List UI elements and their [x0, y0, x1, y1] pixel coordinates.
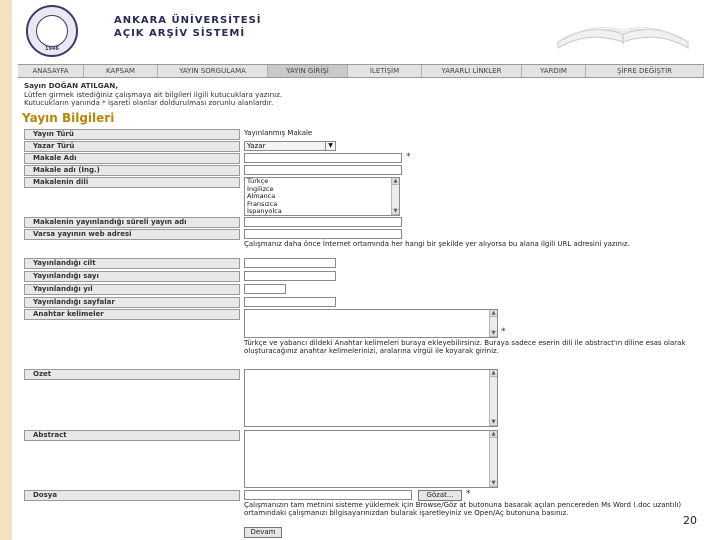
textarea-scrollbar[interactable] — [489, 310, 497, 337]
scroll-down-icon[interactable]: ▼ — [491, 419, 496, 425]
label-makale-adi: Makale Adı — [24, 153, 240, 164]
sureli-yayin-input[interactable] — [244, 217, 402, 227]
yayin-turu-value: Yayınlanmış Makale — [244, 129, 313, 137]
label-yayin-turu: Yayın Türü — [24, 129, 240, 140]
makale-adi-ing-input[interactable] — [244, 165, 402, 175]
site-title-line2: AÇIK ARŞİV SİSTEMİ — [114, 28, 246, 39]
ozet-textarea[interactable] — [244, 369, 498, 427]
label-yil: Yayınlandığı yıl — [24, 284, 240, 295]
list-item[interactable]: Almanca — [247, 192, 276, 200]
yazar-turu-selected: Yazar — [247, 142, 266, 150]
greeting: Sayın DOĞAN ATILGAN, — [24, 81, 118, 90]
makale-dili-listbox[interactable] — [244, 177, 400, 216]
label-makale-adi-ing: Makale adı (İng.) — [24, 165, 240, 176]
site-title-line1: ANKARA ÜNİVERSİTESİ — [114, 15, 262, 26]
web-adresi-input[interactable] — [244, 229, 402, 239]
required-star: * — [466, 489, 471, 499]
anahtar-kelimeler-textarea[interactable] — [244, 309, 498, 338]
list-item[interactable]: İspanyolca — [247, 207, 282, 215]
sayfalar-input[interactable] — [244, 297, 336, 307]
intro-line1: Lütfen girmek istediğiniz çalışmaya ait bilgileri ilgili kutucuklara yazınız. — [24, 89, 283, 99]
nav-item-yardim[interactable]: YARDIM — [522, 65, 586, 77]
nav-item-yayin-girisi[interactable]: YAYIN GİRİŞİ — [268, 65, 348, 77]
scroll-up-icon[interactable]: ▲ — [491, 370, 496, 376]
devam-button[interactable]: Devam — [244, 527, 282, 538]
abstract-textarea[interactable] — [244, 430, 498, 488]
label-web-adresi: Varsa yayının web adresi — [24, 229, 240, 240]
label-sayfalar: Yayınlandığı sayfalar — [24, 297, 240, 308]
section-title: Yayın Bilgileri — [22, 111, 115, 125]
label-abstract: Abstract — [24, 430, 240, 441]
university-seal-logo — [26, 5, 78, 57]
site-title — [114, 14, 262, 40]
list-item[interactable]: Fransızca — [247, 199, 278, 208]
yil-input[interactable] — [244, 284, 286, 294]
scroll-down-icon[interactable]: ▼ — [491, 330, 496, 336]
scroll-up-icon[interactable]: ▲ — [491, 310, 496, 316]
dosya-file-input[interactable] — [244, 490, 412, 500]
site-header — [18, 0, 704, 62]
label-makale-dili: Makalenin dili — [24, 177, 240, 188]
nav-item-anasayfa[interactable]: ANASAYFA — [18, 65, 84, 77]
seal-year: 1946 — [45, 46, 59, 52]
sayi-input[interactable] — [244, 271, 336, 281]
left-decorative-strip — [0, 0, 12, 540]
label-dosya: Dosya — [24, 490, 240, 501]
web-adresi-help: Çalışmanız daha önce İnternet ortamında her hangi bir şekilde yer alıyorsa bu alana ilgili URL adresini yazınız. — [244, 240, 630, 248]
nav-item-yararli-linkler[interactable]: YARARLI LİNKLER — [422, 65, 522, 77]
required-star: * — [406, 152, 411, 162]
scroll-down-icon[interactable]: ▼ — [393, 208, 398, 214]
slide-page-number: 20 — [683, 514, 697, 527]
open-book-icon — [548, 2, 698, 57]
list-item[interactable]: İngilizce — [247, 184, 274, 193]
label-ozet: Özet — [24, 369, 240, 380]
scroll-up-icon[interactable]: ▲ — [393, 178, 398, 184]
label-anahtar-kelimeler: Anahtar kelimeler — [24, 309, 240, 320]
browse-button[interactable]: Gözat... — [418, 490, 462, 501]
chevron-down-icon: ▼ — [325, 142, 335, 150]
scroll-down-icon[interactable]: ▼ — [491, 480, 496, 486]
page-content — [18, 0, 704, 540]
textarea-scrollbar[interactable] — [489, 370, 497, 426]
nav-item-iletisim[interactable]: İLETİŞİM — [348, 65, 422, 77]
makale-adi-input[interactable] — [244, 153, 402, 163]
seal-inner-ring — [36, 15, 68, 47]
intro-text — [24, 82, 704, 108]
scroll-up-icon[interactable]: ▲ — [491, 431, 496, 437]
list-item[interactable]: Türkçe — [247, 177, 269, 185]
dosya-help: Çalışmanızın tam metnini sisteme yüklemek için Browse/Göz at butonuna basarak açılan pencereden Ms Word (.doc uzantılı) ortamındaki çalışmanızı bilgisayarınızdan bularak işaretleyiniz ve Open/Aç butonuna basınız. — [244, 501, 682, 518]
label-sayi: Yayınlandığı sayı — [24, 271, 240, 282]
label-sureli-yayin: Makalenin yayınlandığı süreli yayın adı — [24, 217, 240, 228]
label-cilt: Yayınlandığı cilt — [24, 258, 240, 269]
cilt-input[interactable] — [244, 258, 336, 268]
nav-item-sifre-degistir[interactable]: ŞİFRE DEĞİŞTİR — [586, 65, 704, 77]
textarea-scrollbar[interactable] — [489, 431, 497, 487]
nav-item-yayin-sorgulama[interactable]: YAYIN SORGULAMA — [158, 65, 268, 77]
intro-line2: Kutucukların yanında * işareti olanlar doldurulması zorunlu alanlardır. — [24, 98, 274, 107]
required-star: * — [501, 327, 506, 337]
anahtar-kelimeler-help: Türkçe ve yabancı dildeki Anahtar kelimeleri buraya ekleyebilirsiniz. Buraya sadece eserin dili ile abstract'ın diline esas olarak oluşturacağınız anahtar kelimelerinizi, aralarına virgül ile koyarak giriniz. — [244, 339, 686, 356]
nav-item-kapsam[interactable]: KAPSAM — [84, 65, 158, 77]
main-nav — [18, 64, 704, 78]
listbox-scrollbar[interactable] — [391, 178, 399, 215]
label-yazar-turu: Yazar Türü — [24, 141, 240, 152]
yazar-turu-select[interactable] — [244, 141, 336, 151]
